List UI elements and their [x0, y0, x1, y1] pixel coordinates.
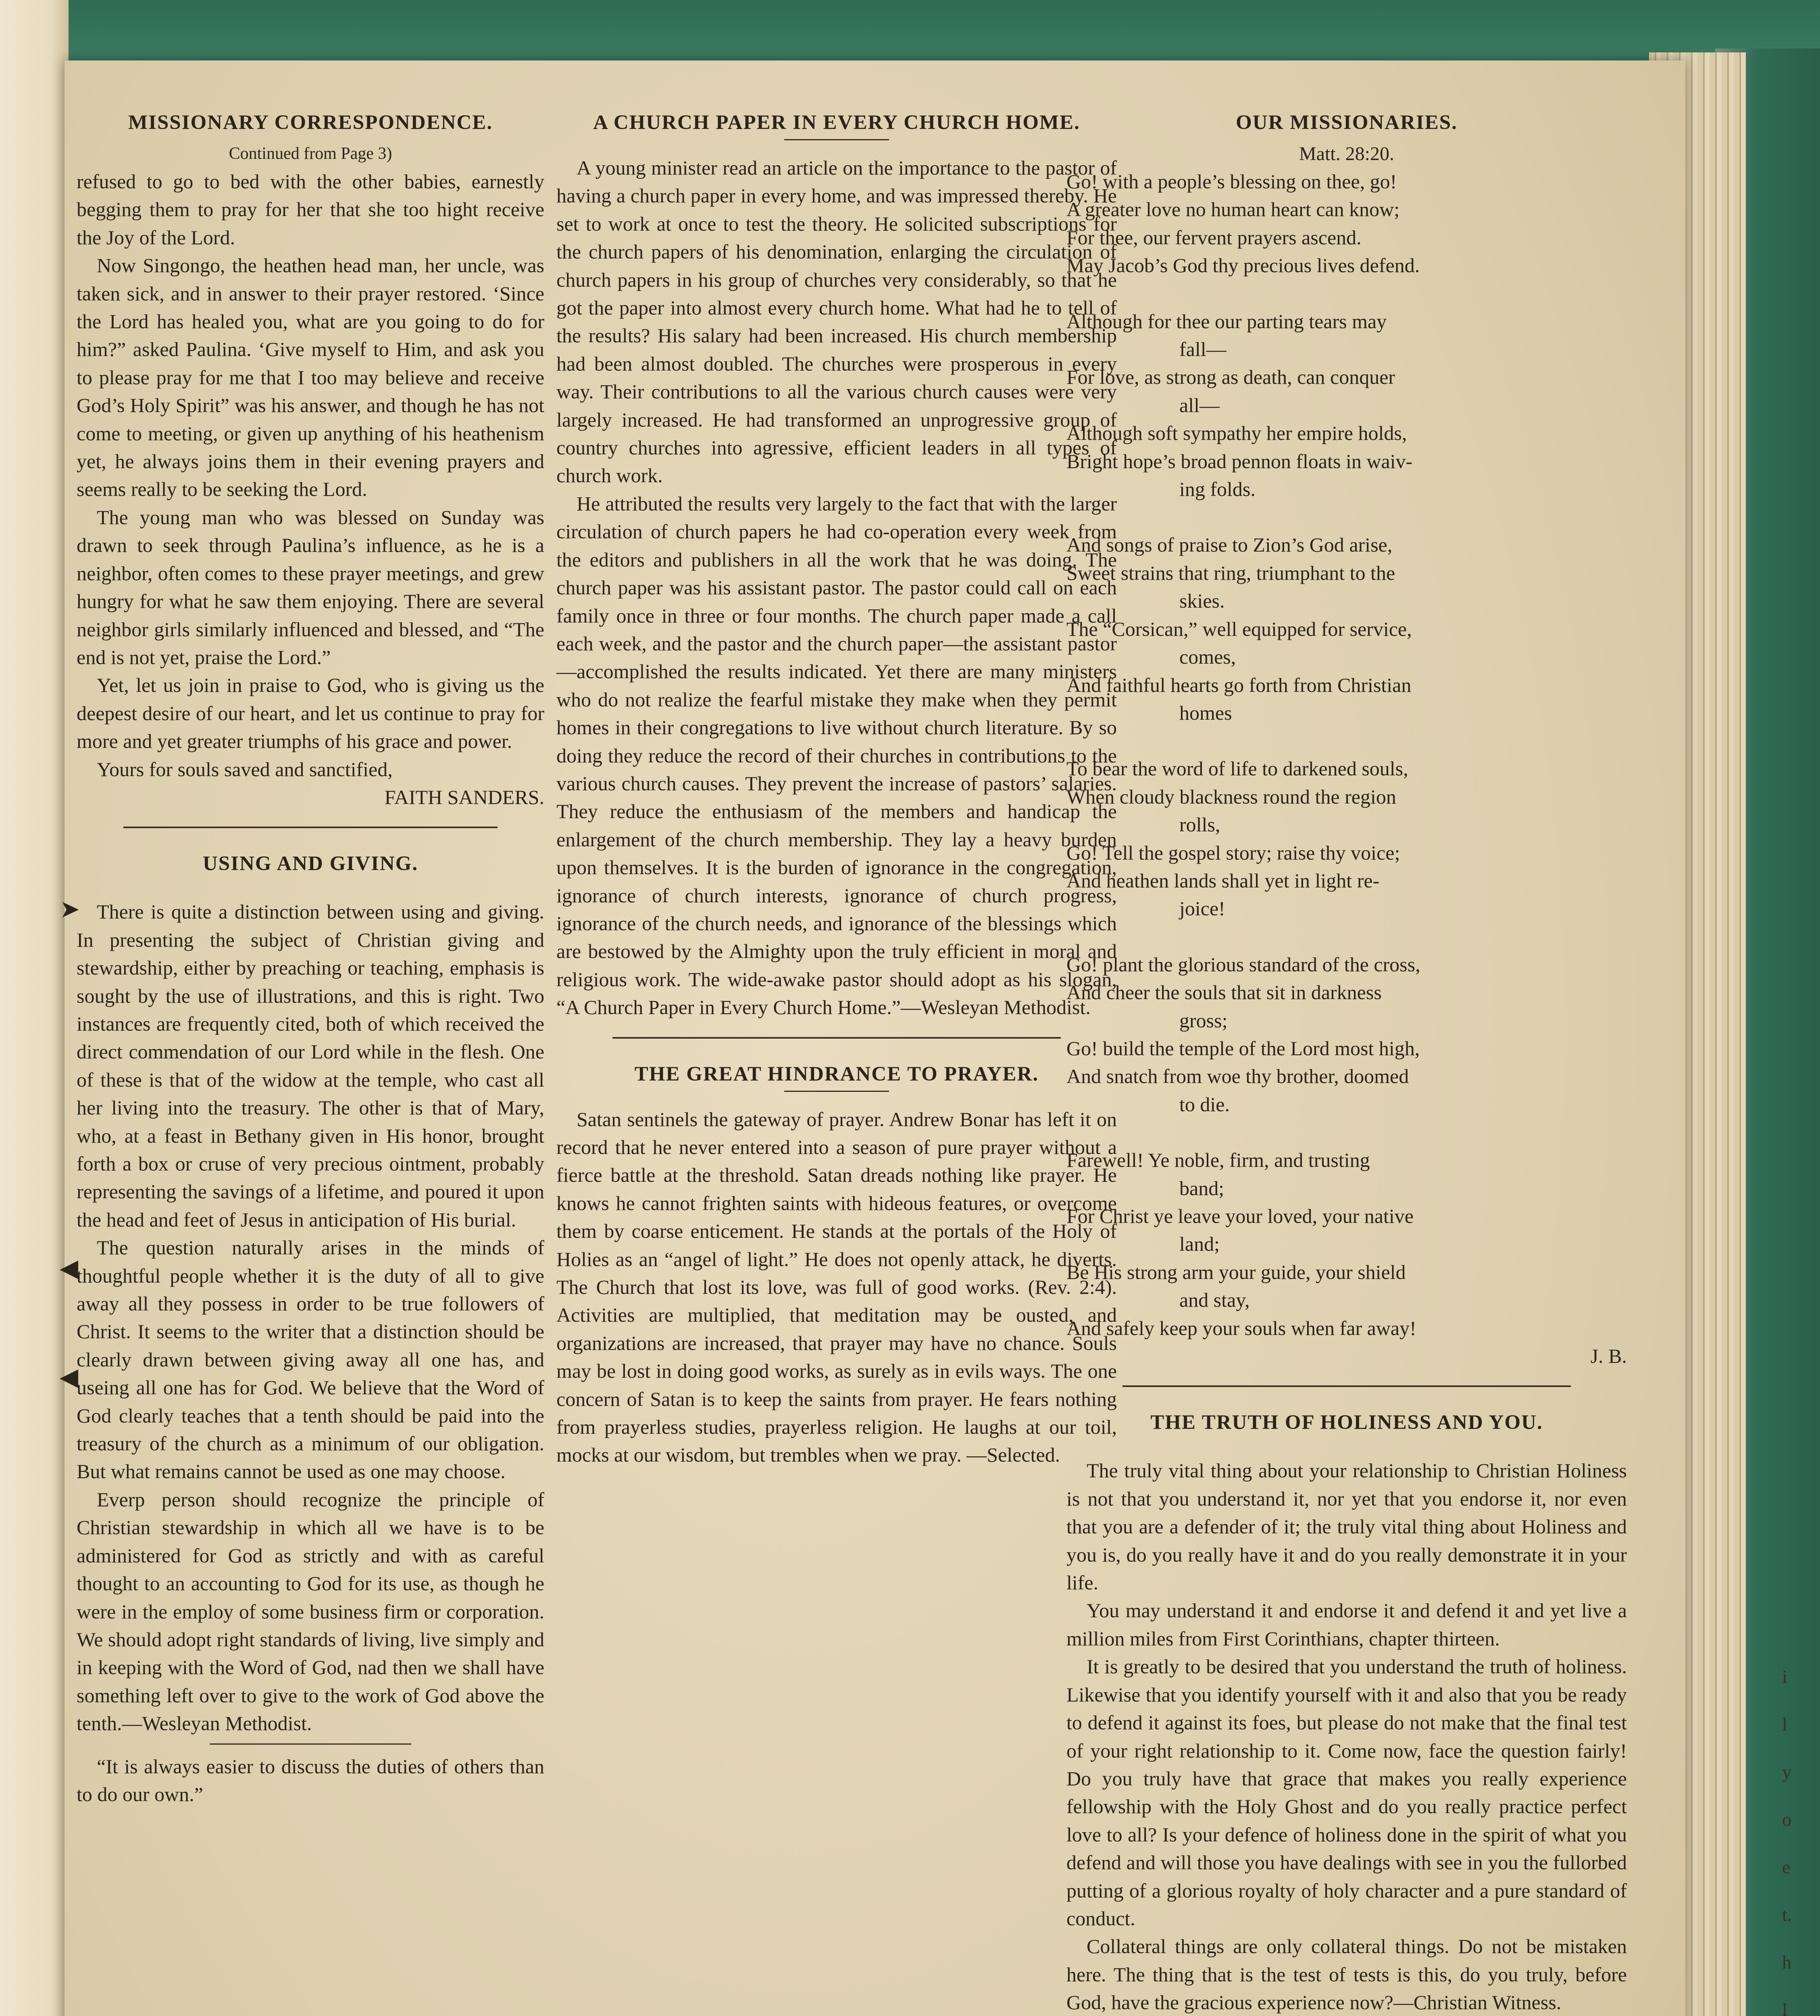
poem-line: Go! build the temple of the Lord most high,	[1066, 1037, 1420, 1060]
poem-line: Go! plant the glorious standard of the cross,	[1066, 953, 1420, 976]
column-2	[556, 109, 1117, 1469]
poem-line: And faithful hearts go forth from Christian	[1066, 673, 1412, 696]
poem-line: Farewell! Ye noble, firm, and trusting	[1066, 1149, 1370, 1172]
margin-arrow-mark: ◀	[60, 1255, 79, 1281]
poem-line: For love, as strong as death, can conquer	[1066, 366, 1395, 389]
poem-line: skies.	[1179, 589, 1225, 612]
poem-line: Although for thee our parting tears may	[1066, 310, 1387, 333]
divider	[1122, 1385, 1571, 1387]
paragraph: It is greatly to be desired that you understand the truth of holiness. Likewise that you identify yourself with it and also that you be ready to defend it against its foes, but please do not make that the final test of your right relationship to it. Come now, face the question fairly! Do you truly have that grace that makes you really experience fellowship with the Holy Ghost and do you really practice perfect love to all? Is your defence of holiness done in the spirit of what you defend and will those you have dealings with see in you the fullorbed putting of a glorious royalty of holy character and a pure standard of conduct.	[1066, 1655, 1627, 1930]
paragraph: Collateral things are only collateral things. Do not be mistaken here. The thing that is the test of tests is this, do you truly, before God, have the gracious experience now?—Christian Witness.	[1066, 1935, 1627, 2014]
poem-line: and stay,	[1179, 1289, 1250, 1312]
poem-line: rolls,	[1179, 813, 1220, 836]
poem-line: Although soft sympathy her empire holds,	[1066, 422, 1407, 445]
margin-arrow-mark: ◀	[60, 1364, 79, 1390]
signature: FAITH SANDERS.	[384, 785, 544, 808]
scripture-reference: Matt. 28:20.	[1299, 143, 1394, 165]
article-heading-great-hindrance: THE GREAT HINDRANCE TO PRAYER.	[634, 1062, 1039, 1085]
article-heading-missionary-correspondence: MISSIONARY CORRESPONDENCE.	[128, 111, 493, 134]
column-1	[77, 109, 544, 1808]
paragraph: Everp person should recognize the principle of Christian stewardship in which all we have is to be administered for God as strictly and with as careful thought to an accounting to God for its use, as though he were in the employ of some business firm or corporation. We should adopt right standards of living, live simply and in keeping with the Word of God, nad then we shall have something left over to give to the work of God above the tenth.—Wesleyan Methodist.	[77, 1488, 544, 1735]
poem-line: May Jacob’s God thy precious lives defend.	[1066, 254, 1420, 277]
continued-note: Continued from Page 3)	[229, 144, 392, 163]
paragraph: You may understand it and endorse it and defend it and yet live a million miles from First Corinthians, chapter thirteen.	[1066, 1599, 1627, 1650]
paragraph: Now Singongo, the heathen head man, her uncle, was taken sick, and in answer to their prayer restored. ‘Since the Lord has healed you, what are you going to do for him?” asked Paulina. ‘Give myself to Him, and ask you to please pray for me that I too may believe and receive God’s Holy Spirit” was his answer, and though he has not come to meeting, or given up anything of his heathenism yet, he always joins them in their evening prayers and seems really to be seeking the Lord.	[77, 254, 544, 501]
paragraph: The question naturally arises in the minds of thoughtful people whether it is the duty of all to give away all they possess in order to be true followers of Christ. It seems to the writer that a distinction should be clearly drawn between giving away all one has, and useing all one has for God. We believe that the Word of God clearly teaches that a tenth should be paid into the treasury of the church as a minimum of our obligation. But what remains cannot be used as one may choose.	[77, 1236, 544, 1483]
poem-line: Be His strong arm your guide, your shield	[1066, 1260, 1406, 1283]
poem-line: The “Corsican,” well equipped for service,	[1066, 617, 1412, 640]
poem-line: joice!	[1179, 897, 1225, 920]
poem-stanza	[1066, 1146, 1627, 1342]
paragraph: refused to go to bed with the other babies, earnestly begging them to pray for her that she too hight receive the Joy of the Lord.	[77, 170, 544, 249]
poem-line: all—	[1179, 394, 1220, 417]
poem-stanza	[1066, 755, 1627, 923]
poem-line: homes	[1179, 701, 1232, 724]
article-heading-our-missionaries: OUR MISSIONARIES.	[1236, 111, 1458, 134]
signature: J. B.	[1590, 1345, 1627, 1368]
article-heading-truth-of-holiness: THE TRUTH OF HOLINESS AND YOU.	[1150, 1411, 1543, 1434]
poem-line: band;	[1179, 1177, 1224, 1200]
poem-line: Go! with a people’s blessing on thee, go!	[1066, 170, 1397, 193]
newspaper-page	[60, 60, 1685, 2016]
divider	[612, 1037, 1061, 1039]
poem-line: And songs of praise to Zion’s God arise,	[1066, 533, 1393, 556]
divider	[210, 1743, 411, 1745]
poem-stanza	[1066, 951, 1627, 1118]
poem-line: A greater love no human heart can know;	[1066, 198, 1400, 221]
divider	[784, 1091, 889, 1092]
paragraph: Yet, let us join in praise to God, who is giving us the deepest desire of our heart, and let us continue to pray for more and yet greater triumphs of his grace and power.	[77, 674, 544, 753]
article-heading-using-and-giving: USING AND GIVING.	[202, 852, 419, 875]
poem-line: And heathen lands shall yet in light re-	[1066, 869, 1380, 892]
paragraph: There is quite a distinction between using and giving. In presenting the subject of Christian giving and stewardship, either by preaching or teaching, emphasis is sought by the use of illustrations, and this is right. Two instances are frequently cited, both of which received the direct commendation of our Lord while in the flesh. One of these is that of the widow at the temple, who cast all her living into the treasury. The other is that of Mary, who, at a feast in Bethany given in His honor, brought forth a box or cruse of very precious ointment, probably representing the savings of a lifetime, and poured it upon the head and feet of Jesus in anticipation of His burial.	[77, 900, 544, 1231]
poem-line: ing folds.	[1179, 478, 1256, 501]
paragraph: He attributed the results very largely to the fact that with the larger circulation of church papers he had co-operation every week from the editors and publishers in all the work that he was doing. The church paper was his assistant pastor. The pastor could call on each family once in three or four months. The church paper made a call each week, and the pastor and the church paper—the assistant pastor—accomplished the results indicated. Yet there are many ministers who do not realize the fearful mistake they make when they permit homes in their congregations to live without church literature. By so doing they reduce the record of their churches in contributions to the various church causes. They prevent the increase of pastors’ salaries. They reduce the enthusiasm of the members and handicap the enlargement of the church membership. They lay a heavy burden upon themselves. It is the burden of ignorance in the congregation, ignorance of church interests, ignorance of church progress, ignorance of the church needs, and ignorance of the blessings which are bestowed by the Almighty upon the truly efficient in moral and religious work. The wide-awake pastor should adopt as his slogan, “A Church Paper in Every Church Home.”—Wesleyan Methodist.	[556, 492, 1117, 1019]
paragraph: The truly vital thing about your relationship to Christian Holiness is not that you understand it, nor yet that you endorse it, nor even that you are a defender of it; the truly vital thing about Holiness and you is, do you really have it and do you really demonstrate it in your life.	[1066, 1459, 1627, 1594]
poem-line: For Christ ye leave your loved, your native	[1066, 1205, 1414, 1227]
poem-line: When cloudy blackness round the region	[1066, 785, 1396, 808]
poem-stanza	[1066, 308, 1627, 504]
paragraph: The young man who was blessed on Sunday was drawn to seek through Paulina’s influence, as he is a neighbor, often comes to these prayer meetings, and grew hungry for what he saw them enjoying. There are several neighbor girls similarly influenced and blessed, and “The end is not yet, praise the Lord.”	[77, 506, 544, 669]
cover-top-edge	[69, 0, 1820, 69]
poem-line: Go! Tell the gospel story; raise thy voice;	[1066, 841, 1400, 864]
binding-edge	[0, 0, 73, 2016]
column-3	[1066, 109, 1627, 2016]
poem-line: And cheer the souls that sit in darkness	[1066, 981, 1382, 1004]
poem-line: to die.	[1179, 1093, 1230, 1116]
paragraph: A young minister read an article on the importance to the pastor of having a church paper in every home, and was impressed thereby. He set to work at once to test the theory. He solicited subscriptions for the church papers of his denomination, enlarging the circulation of church papers in his group of churches very considerably, so that he got the paper into almost every church home. What had he to tell of the results? His salary had been increased. His church membership had been almost doubled. The churches were prosperous in every way. Their contributions to all the various church causes were very largely increased. He had transformed an unprogressive group of country churches into agressive, efficient leaders in all types of church work.	[556, 156, 1117, 487]
closing-line: Yours for souls saved and sanctified,	[97, 758, 393, 781]
divider	[123, 827, 498, 828]
poem-line: land;	[1179, 1233, 1220, 1256]
poem-line: fall—	[1179, 338, 1227, 361]
poem-line: gross;	[1179, 1009, 1228, 1032]
divider	[784, 139, 889, 140]
poem-line: For thee, our fervent prayers ascend.	[1066, 226, 1362, 249]
poem-line: Sweet strains that ring, triumphant to the	[1066, 561, 1395, 584]
paragraph: Satan sentinels the gateway of prayer. Andrew Bonar has left it on record that he never entered into a season of pure prayer without a fierce battle at the threshold. Satan dreads nothing like prayer. He knows he cannot frighten saints with hideous features, or overcome them by coarse enticement. He stands at the portals of the Holy of Holies as an “angel of light.” He does not openly attack, he diverts. The Church that lost its love, was full of good works. (Rev. 2:4). Activities are multiplied, that meditation may be ousted, and organizations are increased, that prayer may have no chance. Souls may be lost in doing good works, as surely as in evils ways. The one concern of Satan is to keep the saints from prayer. He fears nothing from prayerless studies, prayerless religion. He laughs at our toil, mocks at our wisdom, but trembles when we pray. —Selected.	[556, 1108, 1117, 1466]
article-heading-church-paper: A CHURCH PAPER IN EVERY CHURCH HOME.	[593, 111, 1080, 134]
poem-line: To bear the word of life to darkened souls,	[1066, 757, 1408, 780]
poem-line: And snatch from woe thy brother, doomed	[1066, 1065, 1409, 1088]
margin-characters: i l y o e t. h l	[1782, 1666, 1792, 2016]
poem-stanza	[1066, 168, 1627, 280]
margin-arrow-mark: ➤	[60, 896, 80, 923]
poem-line: And safely keep your souls when far away!	[1066, 1316, 1416, 1339]
poem-line: Bright hope’s broad pennon floats in waiv-	[1066, 450, 1413, 473]
poem-line: comes,	[1179, 646, 1236, 669]
quote: “It is always easier to discuss the duties of others than to do our own.”	[77, 1755, 544, 1806]
poem	[1066, 168, 1627, 1342]
poem-stanza	[1066, 531, 1627, 727]
